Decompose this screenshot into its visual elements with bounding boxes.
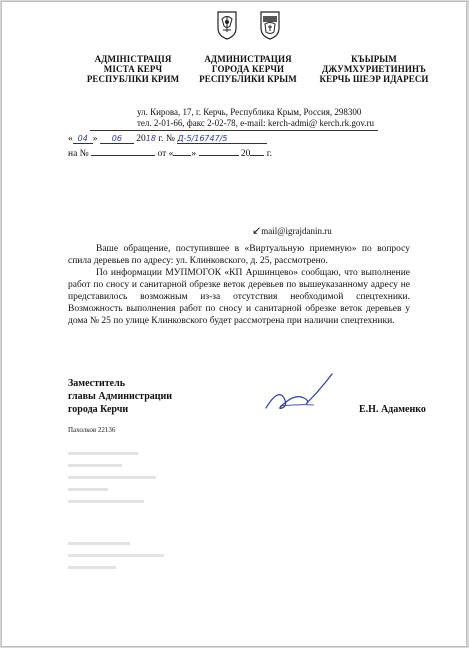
letter-page	[1, 1, 467, 647]
letterhead-line: КЪЫРЫМ	[351, 54, 397, 64]
signature-title-line: города Керчи	[68, 404, 129, 415]
outgoing-number: Д-5/16747/5	[177, 134, 267, 144]
bleed-through-mark	[68, 464, 122, 467]
signature-title-line: Заместитель	[68, 378, 126, 389]
body-paragraph: Ваше обращение, поступившее в «Виртуальную приемную» по вопросу спила деревьев по адресу: ул. Клинковского, д. 25, рассмотрено.	[68, 244, 410, 266]
ref-year-blank	[250, 155, 264, 156]
letterhead-divider	[90, 130, 378, 131]
letterhead-line: РЕСПУБЛІКИ КРИМ	[86, 74, 180, 84]
ref-month-blank	[199, 155, 239, 156]
bleed-through-mark	[68, 500, 144, 503]
letterhead-line: АДМИНИСТРАЦИЯ	[204, 54, 292, 64]
signature-title-line: главы Администрации	[68, 391, 173, 402]
letterhead-line: КЕРЧЬ ШЕЭР ИДАРЕСИ	[319, 74, 429, 84]
executor-note: Пахолков 22136	[68, 426, 116, 434]
ref-prefix: на №	[68, 149, 89, 159]
bleed-through-mark	[68, 488, 108, 491]
letterhead-line: РЕСПУБЛИКИ КРЫМ	[199, 74, 297, 84]
address-line: ул. Кирова, 17, г. Керчь, Республика Крым, Россия, 298300	[137, 107, 362, 117]
crimea-coat-of-arms-icon	[216, 10, 238, 40]
letterhead-crimean-tatar	[308, 54, 440, 84]
bleed-through-mark	[68, 452, 138, 455]
ref-year-end: г.	[266, 149, 272, 159]
incoming-reference	[68, 149, 272, 159]
kerch-coat-of-arms-icon	[259, 10, 281, 40]
bleed-through-mark	[68, 476, 156, 479]
letter-body	[68, 243, 410, 327]
ref-year: 20	[240, 149, 251, 159]
letterhead-russian	[196, 54, 300, 84]
bleed-through-mark	[68, 566, 116, 569]
bleed-through-mark	[68, 554, 164, 557]
date-month: 06	[100, 134, 134, 144]
bleed-through-mark	[68, 542, 130, 545]
date-year: 18	[145, 134, 156, 143]
signer-name: Е.Н. Адаменко	[359, 404, 426, 415]
ref-close: »	[191, 149, 197, 159]
letterhead-ukrainian	[80, 54, 186, 84]
contact-line: тел. 2-01-66, факс 2-02-78, e-mail: kerch-admi@ kerch.rk.gov.ru	[137, 118, 375, 128]
ref-from: от «	[157, 149, 174, 159]
recipient-email: ↙mail@igrajdanin.ru	[252, 225, 332, 237]
letterhead-address	[137, 107, 374, 129]
handwritten-signature	[260, 368, 340, 418]
letterhead-line: ГОРОДА КЕРЧИ	[211, 64, 285, 74]
letterhead-line: АДМІНІСТРАЦІЯ	[94, 54, 172, 64]
letterhead-line: МІСТА КЕРЧ	[103, 64, 163, 74]
date-day: 04	[73, 134, 93, 144]
outgoing-registration: « 04 » 06 2018 г. № Д-5/16747/5	[68, 134, 267, 144]
ref-day-blank	[173, 155, 191, 156]
body-paragraph: По информации МУПМОГОК «КП Аршинцево» сообщаю, что выполнение работ по сносу и санитарной обрезке веток деревьев по вышеуказанному адресу не представилось возможным из-за отсутствия необходимой спецтехники. Возможность выполнения работ по сносу и санитарной обрезке веток деревьев у дома № 25 по улице Клинковского будет рассмотрена при наличии спецтехники.	[68, 268, 410, 326]
letterhead-line: ДЖУМХУРИЕТИНИНЪ	[321, 64, 427, 74]
recipient-email-text: mail@igrajdanin.ru	[261, 226, 332, 236]
signature-title	[68, 377, 172, 416]
ref-number-blank	[91, 155, 155, 156]
